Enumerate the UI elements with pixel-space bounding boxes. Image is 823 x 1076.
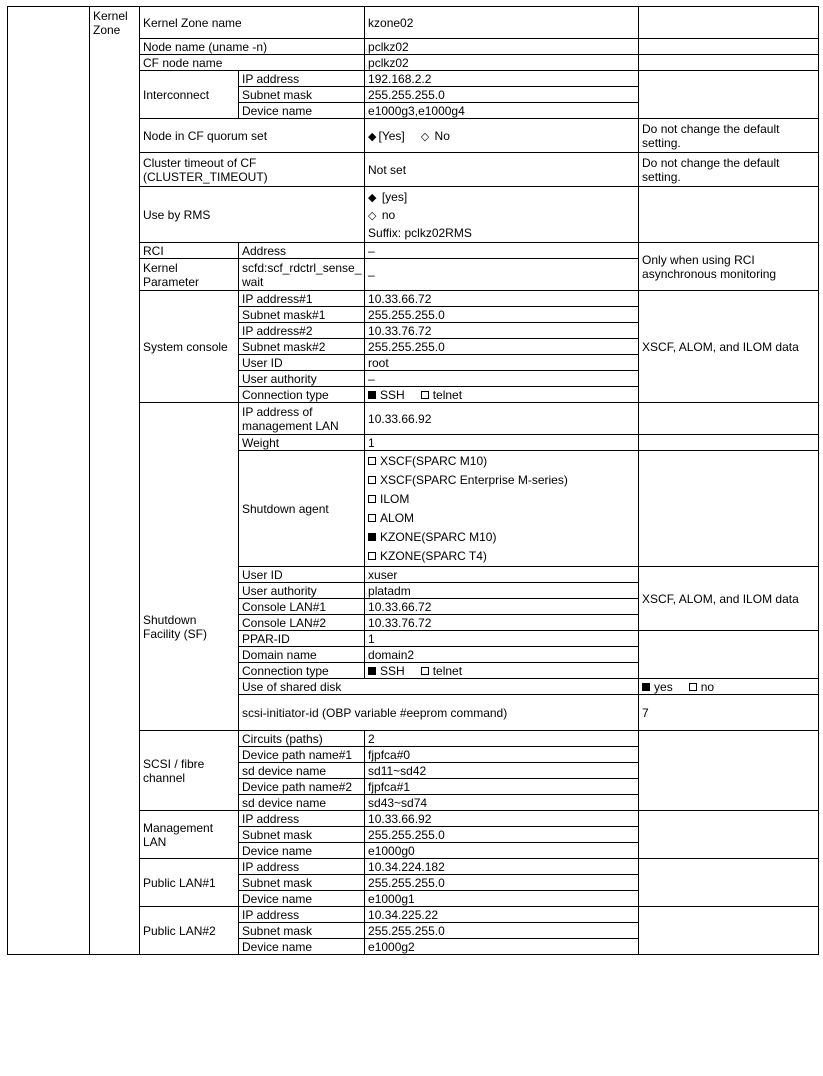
filled-square-icon (368, 533, 376, 541)
label-pub2-mask: Subnet mask (239, 923, 365, 939)
filled-diamond-icon: ◆ (368, 191, 377, 204)
empty-square-icon (689, 683, 697, 691)
value-quorum (365, 119, 639, 153)
note-cell (639, 451, 819, 567)
value-ic-mask: 255.255.255.0 (365, 87, 639, 103)
value-mgmt-ip: 10.33.66.92 (365, 811, 639, 827)
label-sf: Shutdown Facility (SF) (140, 403, 239, 731)
blank-cell (8, 7, 90, 955)
label-sf-auth: User authority (239, 583, 365, 599)
note-cell (639, 71, 819, 119)
label-rms: Use by RMS (140, 187, 365, 243)
value-sf-auth: platadm (365, 583, 639, 599)
value-scsi-sd2: sd43~sd74 (365, 795, 639, 811)
note-cell (639, 631, 819, 679)
value-kz-name: kzone02 (365, 7, 639, 39)
value-pub1-ip: 10.34.224.182 (365, 859, 639, 875)
filled-square-icon (642, 683, 650, 691)
value-sc-user: root (365, 355, 639, 371)
value-mgmt-device: e1000g0 (365, 843, 639, 859)
value-scsi-id: 7 (639, 695, 819, 731)
value-kparam: – (365, 259, 639, 291)
value-sc-ip2: 10.33.76.72 (365, 323, 639, 339)
value-ic-ip: 192.168.2.2 (365, 71, 639, 87)
value-sf-agent (365, 451, 639, 567)
value-ic-device: e1000g3,e1000g4 (365, 103, 639, 119)
empty-square-icon (368, 514, 376, 522)
label-pub1-mask: Subnet mask (239, 875, 365, 891)
empty-square-icon (421, 391, 429, 399)
value-timeout: Not set (365, 153, 639, 187)
label-sf-ppar: PPAR-ID (239, 631, 365, 647)
value-pub1-mask: 255.255.255.0 (365, 875, 639, 891)
value-sf-ppar: 1 (365, 631, 639, 647)
label-sf-conn: Connection type (239, 663, 365, 679)
label-sf-agent: Shutdown agent (239, 451, 365, 567)
sf-conn-ssh: SSH (380, 664, 405, 678)
note-cell (639, 811, 819, 859)
label-ic-ip: IP address (239, 71, 365, 87)
value-sf-domain: domain2 (365, 647, 639, 663)
filled-diamond-icon: ◆ (368, 129, 377, 143)
worksheet (7, 6, 819, 955)
value-sf-weight: 1 (365, 435, 639, 451)
value-sf-conn (365, 663, 639, 679)
label-scsi-circuits: Circuits (paths) (239, 731, 365, 747)
label-ic-mask: Subnet mask (239, 87, 365, 103)
sc-conn-telnet: telnet (432, 388, 463, 402)
label-sc-mask2: Subnet mask#2 (239, 339, 365, 355)
value-shared-disk (639, 679, 819, 695)
value-sf-user: xuser (365, 567, 639, 583)
value-sc-auth: – (365, 371, 639, 387)
label-sf-weight: Weight (239, 435, 365, 451)
label-sc-ip1: IP address#1 (239, 291, 365, 307)
label-pub1: Public LAN#1 (140, 859, 239, 907)
label-kz-name: Kernel Zone name (140, 7, 365, 39)
label-kparam: Kernel Parameter (140, 259, 239, 291)
label-rci: RCI (140, 243, 239, 259)
note-cell (639, 55, 819, 71)
label-timeout: Cluster timeout of CF (CLUSTER_TIMEOUT) (140, 153, 365, 187)
note-cell (639, 435, 819, 451)
label-sc-user: User ID (239, 355, 365, 371)
table-row (8, 7, 819, 39)
agent-option: XSCF(SPARC M10) (380, 454, 488, 468)
note-sf: XSCF, ALOM, and ILOM data (639, 567, 819, 631)
value-sc-ip1: 10.33.66.72 (365, 291, 639, 307)
label-sf-domain: Domain name (239, 647, 365, 663)
label-sysconsole: System console (140, 291, 239, 403)
note-sysconsole: XSCF, ALOM, and ILOM data (639, 291, 819, 403)
note-quorum: Do not change the default setting. (639, 119, 819, 153)
empty-diamond-icon: ◇ (420, 129, 430, 143)
label-pub2-device: Device name (239, 939, 365, 955)
sf-conn-telnet: telnet (432, 664, 463, 678)
label-sf-lan2: Console LAN#2 (239, 615, 365, 631)
label-mgmt-mask: Subnet mask (239, 827, 365, 843)
label-interconnect: Interconnect (140, 71, 239, 119)
empty-square-icon (368, 552, 376, 560)
label-sf-lan1: Console LAN#1 (239, 599, 365, 615)
label-rci-address: Address (239, 243, 365, 259)
value-sf-lan1: 10.33.66.72 (365, 599, 639, 615)
value-scsi-path1: fjpfca#0 (365, 747, 639, 763)
label-pub2-ip: IP address (239, 907, 365, 923)
note-cell (639, 731, 819, 811)
note-cell (639, 859, 819, 907)
label-shared-disk: Use of shared disk (239, 679, 639, 695)
label-pub1-device: Device name (239, 891, 365, 907)
shared-no: no (700, 680, 715, 694)
agent-option: ILOM (380, 492, 410, 506)
label-pub2: Public LAN#2 (140, 907, 239, 955)
rms-suffix: Suffix: pclkz02RMS (368, 226, 472, 240)
value-scsi-path2: fjpfca#1 (365, 779, 639, 795)
label-cf-node: CF node name (140, 55, 365, 71)
label-mgmt-lan: Management LAN (140, 811, 239, 859)
value-scsi-circuits: 2 (365, 731, 639, 747)
agent-option: KZONE(SPARC T4) (380, 549, 487, 563)
value-scsi-sd1: sd11~sd42 (365, 763, 639, 779)
quorum-yes: [Yes] (378, 128, 405, 143)
rms-yes: [yes] (381, 190, 408, 204)
sc-conn-ssh: SSH (380, 388, 405, 402)
value-pub2-device: e1000g2 (365, 939, 639, 955)
quorum-no: No (434, 128, 450, 143)
empty-square-icon (368, 495, 376, 503)
filled-square-icon (368, 667, 376, 675)
label-sf-mgmt-ip: IP address of management LAN (239, 403, 365, 435)
note-rci: Only when using RCI asynchronous monitoring (639, 243, 819, 291)
label-scsi-sd2: sd device name (239, 795, 365, 811)
filled-square-icon (368, 391, 376, 399)
value-sf-lan2: 10.33.76.72 (365, 615, 639, 631)
label-scsi: SCSI / fibre channel (140, 731, 239, 811)
label-scsi-path1: Device path name#1 (239, 747, 365, 763)
value-cf-node: pclkz02 (365, 55, 639, 71)
empty-square-icon (368, 457, 376, 465)
shared-yes: yes (654, 680, 673, 694)
value-pub1-device: e1000g1 (365, 891, 639, 907)
value-mgmt-mask: 255.255.255.0 (365, 827, 639, 843)
label-ic-device: Device name (239, 103, 365, 119)
note-cell (639, 187, 819, 243)
value-sc-mask1: 255.255.255.0 (365, 307, 639, 323)
label-mgmt-device: Device name (239, 843, 365, 859)
note-timeout: Do not change the default setting. (639, 153, 819, 187)
label-node-name: Node name (uname -n) (140, 39, 365, 55)
value-sf-mgmt-ip: 10.33.66.92 (365, 403, 639, 435)
value-node-name: pclkz02 (365, 39, 639, 55)
agent-option: KZONE(SPARC M10) (380, 530, 497, 544)
value-rci: – (365, 243, 639, 259)
label-scsi-id: scsi-initiator-id (OBP variable #eeprom command) (239, 695, 639, 731)
label-sf-user: User ID (239, 567, 365, 583)
empty-diamond-icon: ◇ (368, 209, 377, 222)
label-scsi-sd1: sd device name (239, 763, 365, 779)
label-quorum: Node in CF quorum set (140, 119, 365, 153)
label-sc-auth: User authority (239, 371, 365, 387)
value-pub2-mask: 255.255.255.0 (365, 923, 639, 939)
label-kparam-sub: scfd:scf_rdctrl_sense_wait (239, 259, 365, 291)
value-sc-mask2: 255.255.255.0 (365, 339, 639, 355)
label-sc-mask1: Subnet mask#1 (239, 307, 365, 323)
value-pub2-ip: 10.34.225.22 (365, 907, 639, 923)
note-cell (639, 39, 819, 55)
note-cell (639, 7, 819, 39)
kernel-zone-table (7, 6, 819, 955)
label-mgmt-ip: IP address (239, 811, 365, 827)
note-cell (639, 403, 819, 435)
empty-square-icon (368, 476, 376, 484)
value-rms (365, 187, 639, 243)
label-pub1-ip: IP address (239, 859, 365, 875)
label-sc-conn: Connection type (239, 387, 365, 403)
value-sc-conn (365, 387, 639, 403)
empty-square-icon (421, 667, 429, 675)
agent-option: ALOM (380, 511, 415, 525)
note-cell (639, 907, 819, 955)
rms-no: no (381, 208, 396, 222)
label-sc-ip2: IP address#2 (239, 323, 365, 339)
section-label: Kernel Zone (90, 7, 140, 955)
label-scsi-path2: Device path name#2 (239, 779, 365, 795)
agent-option: XSCF(SPARC Enterprise M-series) (380, 473, 568, 487)
